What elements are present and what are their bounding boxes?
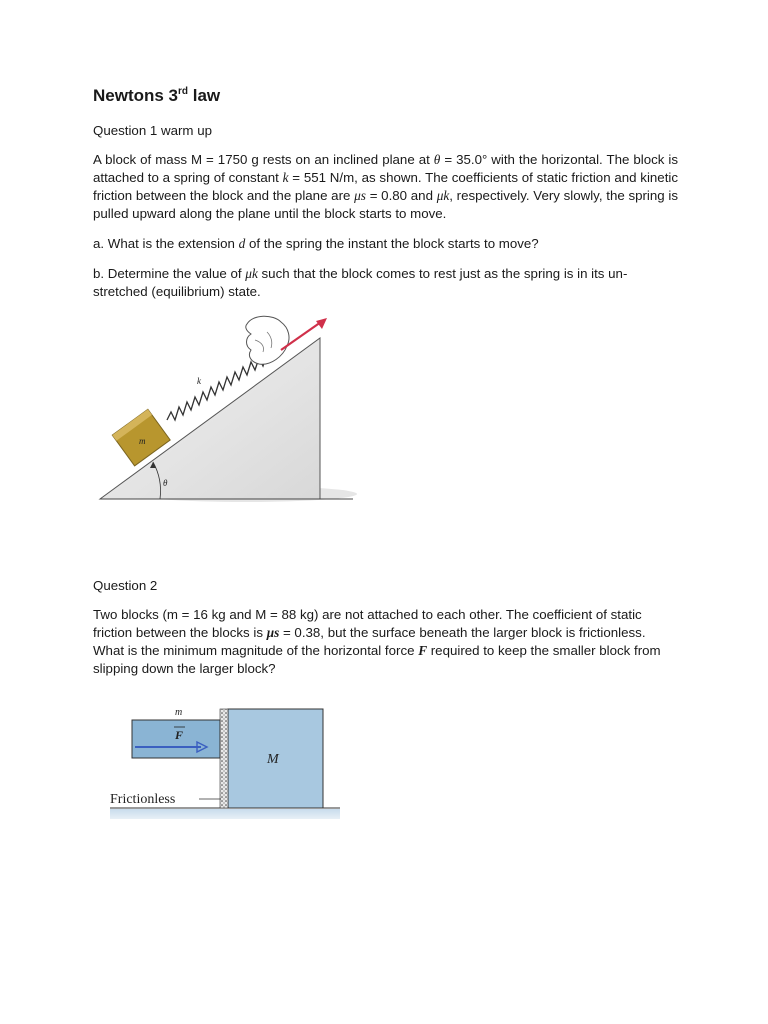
question-2-heading: Question 2 (93, 578, 158, 593)
rough-surface (220, 709, 228, 808)
incline-figure (95, 312, 360, 507)
force-label: F (175, 728, 184, 742)
small-block-label: m (175, 707, 183, 718)
incline-wedge (100, 338, 320, 499)
question-2-paragraph: Two blocks (m = 16 kg and M = 88 kg) are not attached to each other. The coefficient of static friction between the blocks is μs = 0.38, but the surface beneath the larger block is frictionless. What is the minimum magnitude of the horizontal force F required to keep the smaller block from slipping down the larger block? (93, 607, 661, 676)
mass-label: m (139, 436, 146, 446)
frictionless-label: Frictionless (110, 792, 176, 807)
hand-icon (246, 316, 289, 364)
spring-label: k (197, 376, 201, 386)
two-blocks-figure (105, 700, 345, 825)
large-block-label: M (267, 752, 279, 767)
page-title: Newtons 3rd law (93, 86, 221, 105)
question-1-part-b: b. Determine the value of μk such that the block comes to rest just as the spring is in its un-stretched (equilibrium) state. (93, 266, 628, 299)
question-1-part-a: a. What is the extension d of the spring the instant the block starts to move? (93, 236, 539, 251)
question-1-paragraph: A block of mass M = 1750 g rests on an inclined plane at θ = 35.0° with the horizontal. The block is attached to a spring of constant k = 551 N/m, as shown. The coefficients of static friction and kinetic friction between the block and the plane are μs = 0.80 and μk, respectively. Very slowly, the spring is pulled upward along the plane until the block starts to move. (93, 152, 679, 221)
question-1-heading: Question 1 warm up (93, 123, 212, 138)
floor (110, 809, 340, 819)
theta-label: θ (163, 478, 168, 488)
